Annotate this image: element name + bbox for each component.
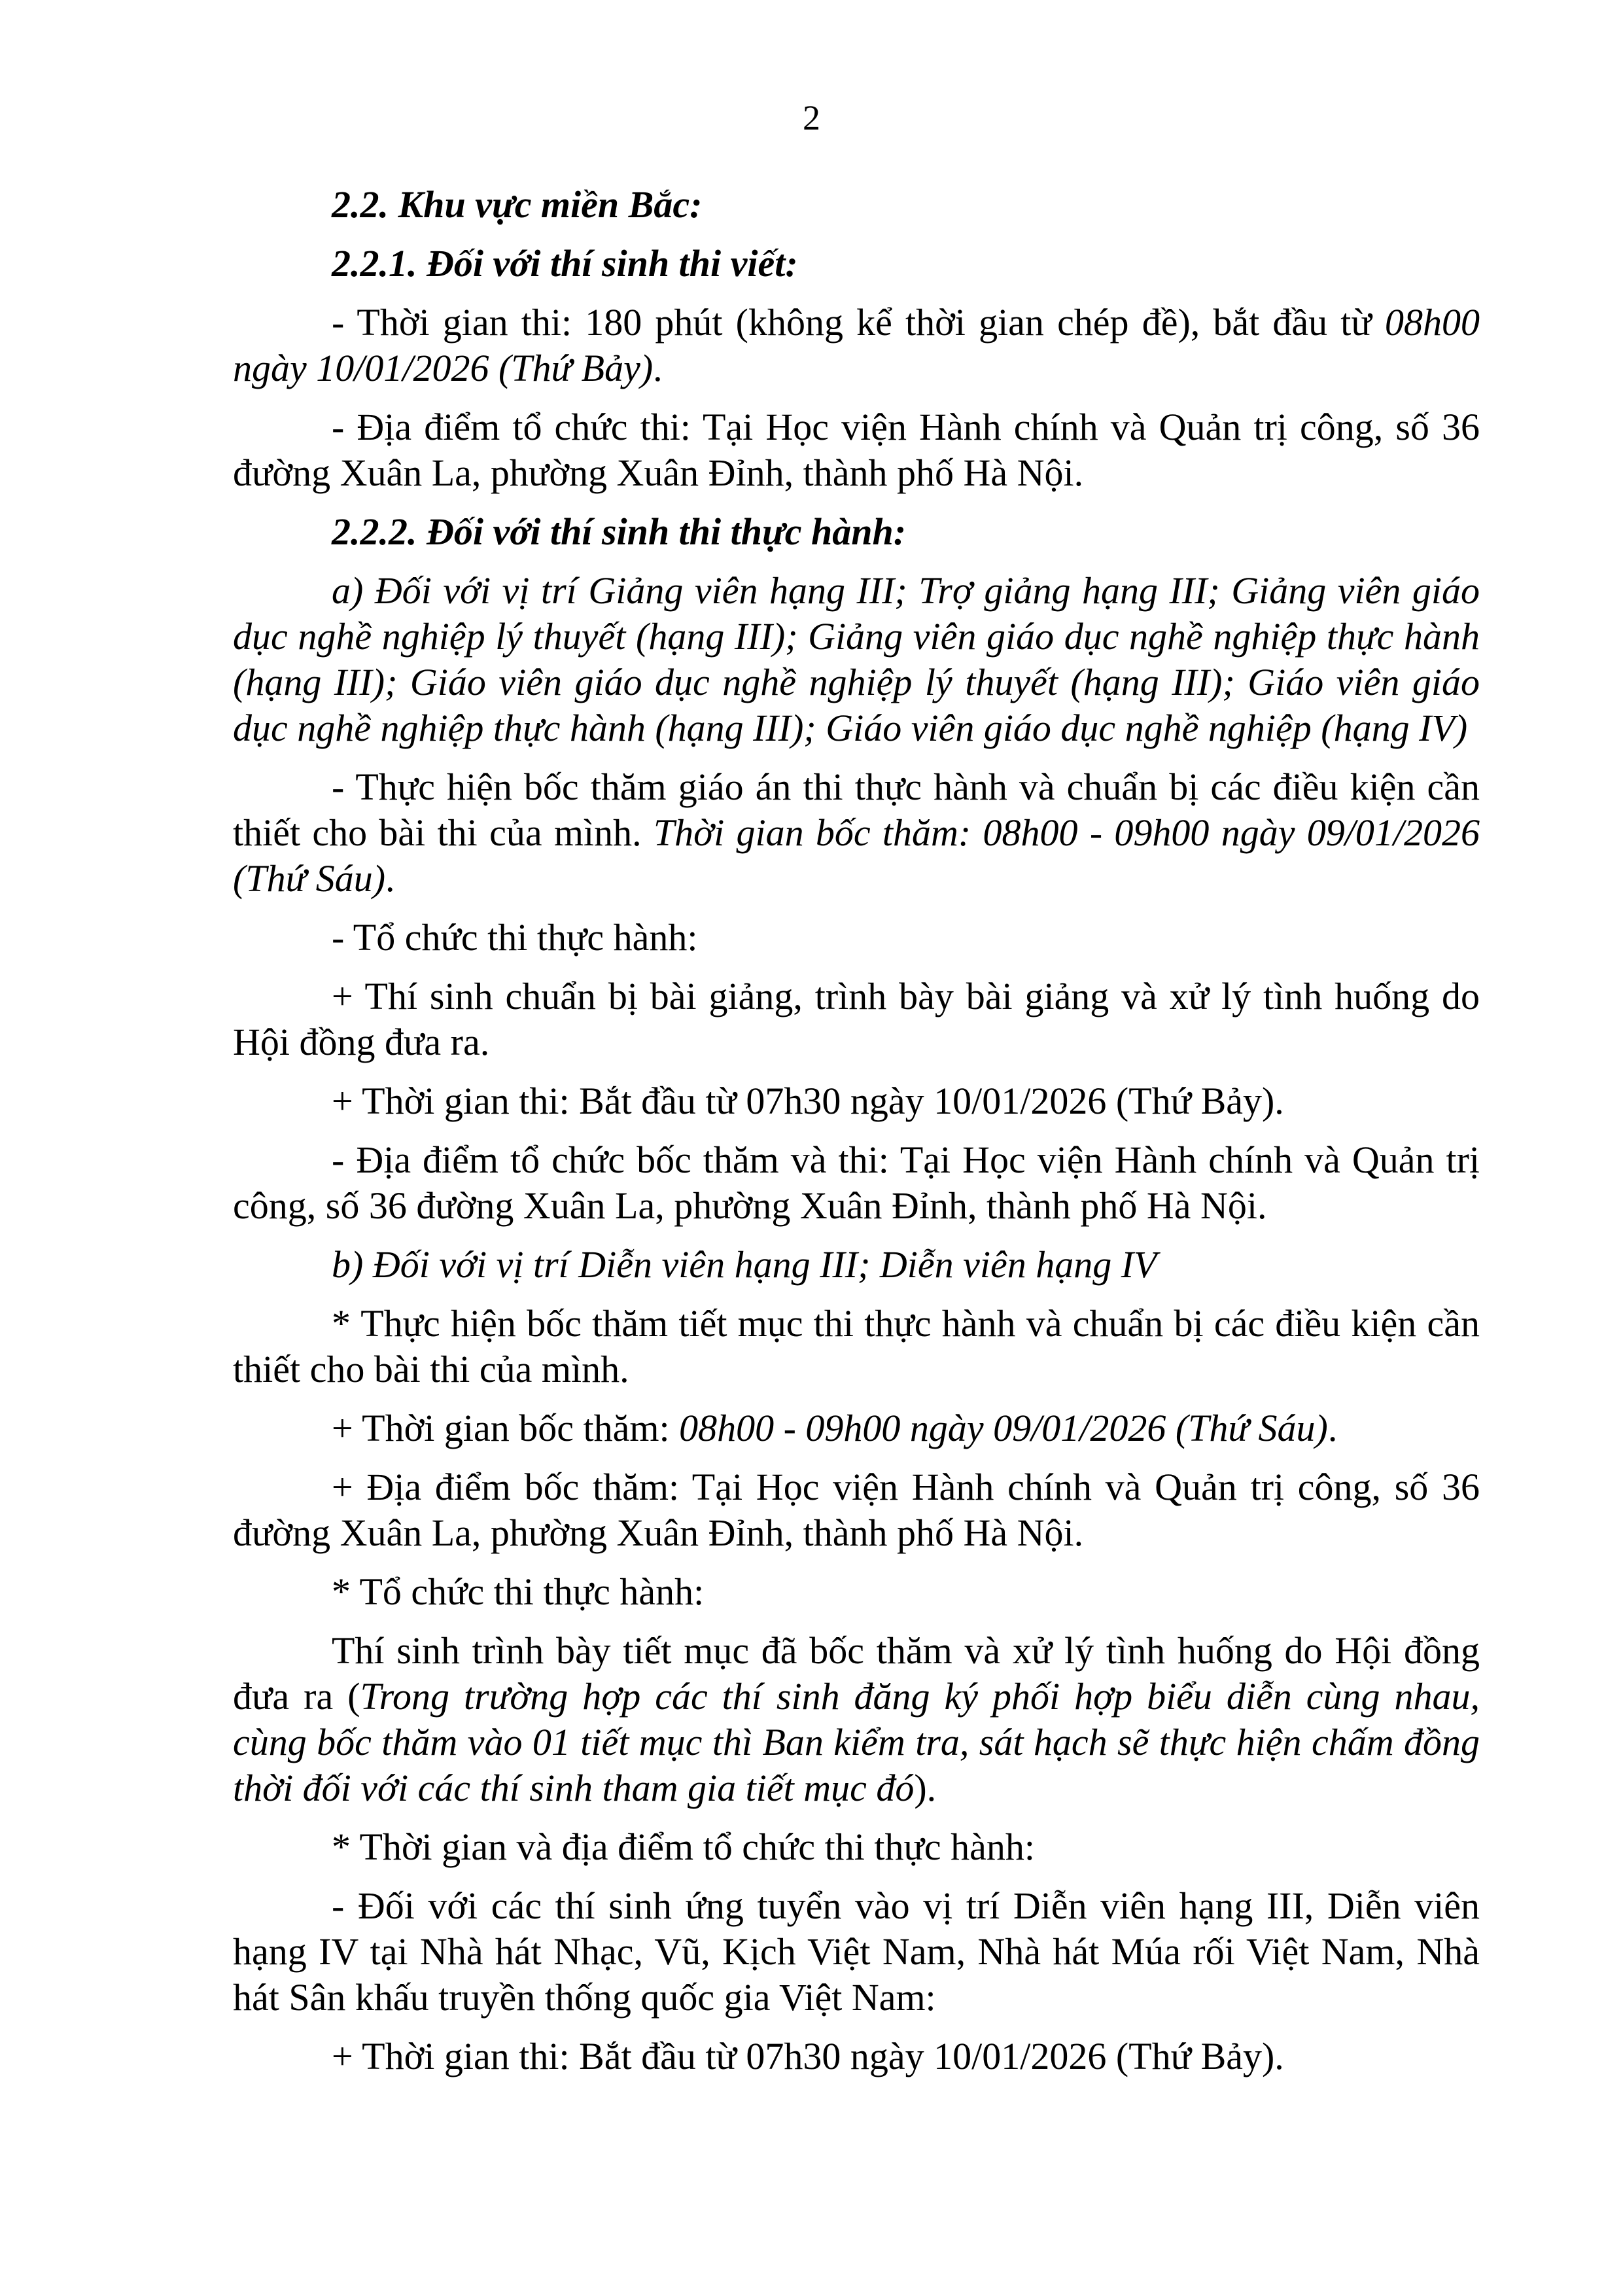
italic-text: Thời gian bốc thăm: 08h00 - 09h00 ngày 09/01/2026 (Thứ Sáu) [233,811,1480,900]
section-heading [233,182,1480,228]
text: Thí sinh trình bày tiết mục đã bốc thăm và xử lý tình huống do Hội đồng đưa ra ( [233,1629,1480,1718]
paragraph [233,764,1480,902]
text: - Địa điểm tổ chức thi: Tại Học viện Hành chính và Quản trị công, số 36 đường Xuân La, phường Xuân Đỉnh, thành phố Hà Nội. [233,406,1480,494]
paragraph [233,1405,1480,1451]
italic-text: Trong trường hợp các thí sinh đăng ký phối hợp biểu diễn cùng nhau, cùng bốc thăm vào 01 tiết mục thì Ban kiểm tra, sát hạch sẽ thực hiện chấm đồng thời đối với các thí sinh tham gia tiết mục đó [233,1675,1480,1809]
text: * Thời gian và địa điểm tổ chức thi thực hành: [332,1826,1036,1868]
section-heading [233,241,1480,287]
paragraph [233,1883,1480,2021]
paragraph [233,1628,1480,1811]
paragraph [233,300,1480,391]
text: . [1327,1407,1338,1449]
heading-text: 2.2.2. Đối với thí sinh thi thực hành: [332,510,907,553]
page-number: 2 [803,98,820,137]
paragraph [233,1569,1480,1615]
text: + Thời gian thi: Bắt đầu từ 07h30 ngày 10/01/2026 (Thứ Bảy). [332,2035,1284,2077]
paragraph [233,1078,1480,1124]
text: - Tổ chức thi thực hành: [332,916,698,959]
text: + Thời gian thi: Bắt đầu từ 07h30 ngày 10/01/2026 (Thứ Bảy). [332,1080,1284,1122]
text: . [653,347,663,389]
text: + Thí sinh chuẩn bị bài giảng, trình bày bài giảng và xử lý tình huống do Hội đồng đưa ra. [233,975,1480,1063]
paragraph [233,1137,1480,1229]
paragraph [233,915,1480,961]
paragraph [233,404,1480,496]
text: ). [914,1767,937,1809]
italic-text: b) Đối với vị trí Diễn viên hạng III; Diễn viên hạng IV [332,1243,1157,1286]
text: . [385,857,395,900]
text: + Địa điểm bốc thăm: Tại Học viện Hành chính và Quản trị công, số 36 đường Xuân La, phường Xuân Đỉnh, thành phố Hà Nội. [233,1466,1480,1554]
text: * Thực hiện bốc thăm tiết mục thi thực hành và chuẩn bị các điều kiện cần thiết cho bài thi của mình. [233,1302,1480,1390]
document-body [233,182,1480,2093]
text: - Địa điểm tổ chức bốc thăm và thi: Tại Học viện Hành chính và Quản trị công, số 36 đường Xuân La, phường Xuân Đỉnh, thành phố Hà Nội. [233,1139,1480,1227]
paragraph [233,1464,1480,1556]
heading-text: 2.2. Khu vực miền Bắc: [332,183,703,226]
text: - Thực hiện bốc thăm giáo án thi thực hành và chuẩn bị các điều kiện cần thiết cho bài thi của mình. [233,766,1480,854]
section-heading [233,509,1480,555]
paragraph [233,568,1480,751]
text: - Đối với các thí sinh ứng tuyển vào vị trí Diễn viên hạng III, Diễn viên hạng IV tại Nhà hát Nhạc, Vũ, Kịch Việt Nam, Nhà hát Múa rối Việt Nam, Nhà hát Sân khấu truyền thống quốc gia Việt Nam: [233,1884,1480,2019]
italic-text: a) Đối với vị trí Giảng viên hạng III; Trợ giảng hạng III; Giảng viên giáo dục nghề nghiệp lý thuyết (hạng III); Giảng viên giáo dục nghề nghiệp thực hành (hạng III); Giáo viên giáo dục nghề nghiệp lý thuyết (hạng III); Giáo viên giáo dục nghề nghiệp thực hành (hạng III); Giáo viên giáo dục nghề nghiệp (hạng IV) [233,569,1480,749]
text: + Thời gian bốc thăm: [332,1407,680,1449]
paragraph [233,1301,1480,1392]
paragraph [233,1824,1480,1870]
heading-text: 2.2.1. Đối với thí sinh thi viết: [332,242,798,285]
paragraph [233,974,1480,1065]
italic-text: 08h00 ngày 10/01/2026 (Thứ Bảy) [233,301,1480,389]
text: * Tổ chức thi thực hành: [332,1570,705,1613]
paragraph [233,1242,1480,1288]
paragraph [233,2034,1480,2079]
text: - Thời gian thi: 180 phút (không kể thời gian chép đề), bắt đầu từ [332,301,1385,344]
italic-text: 08h00 - 09h00 ngày 09/01/2026 (Thứ Sáu) [679,1407,1328,1449]
